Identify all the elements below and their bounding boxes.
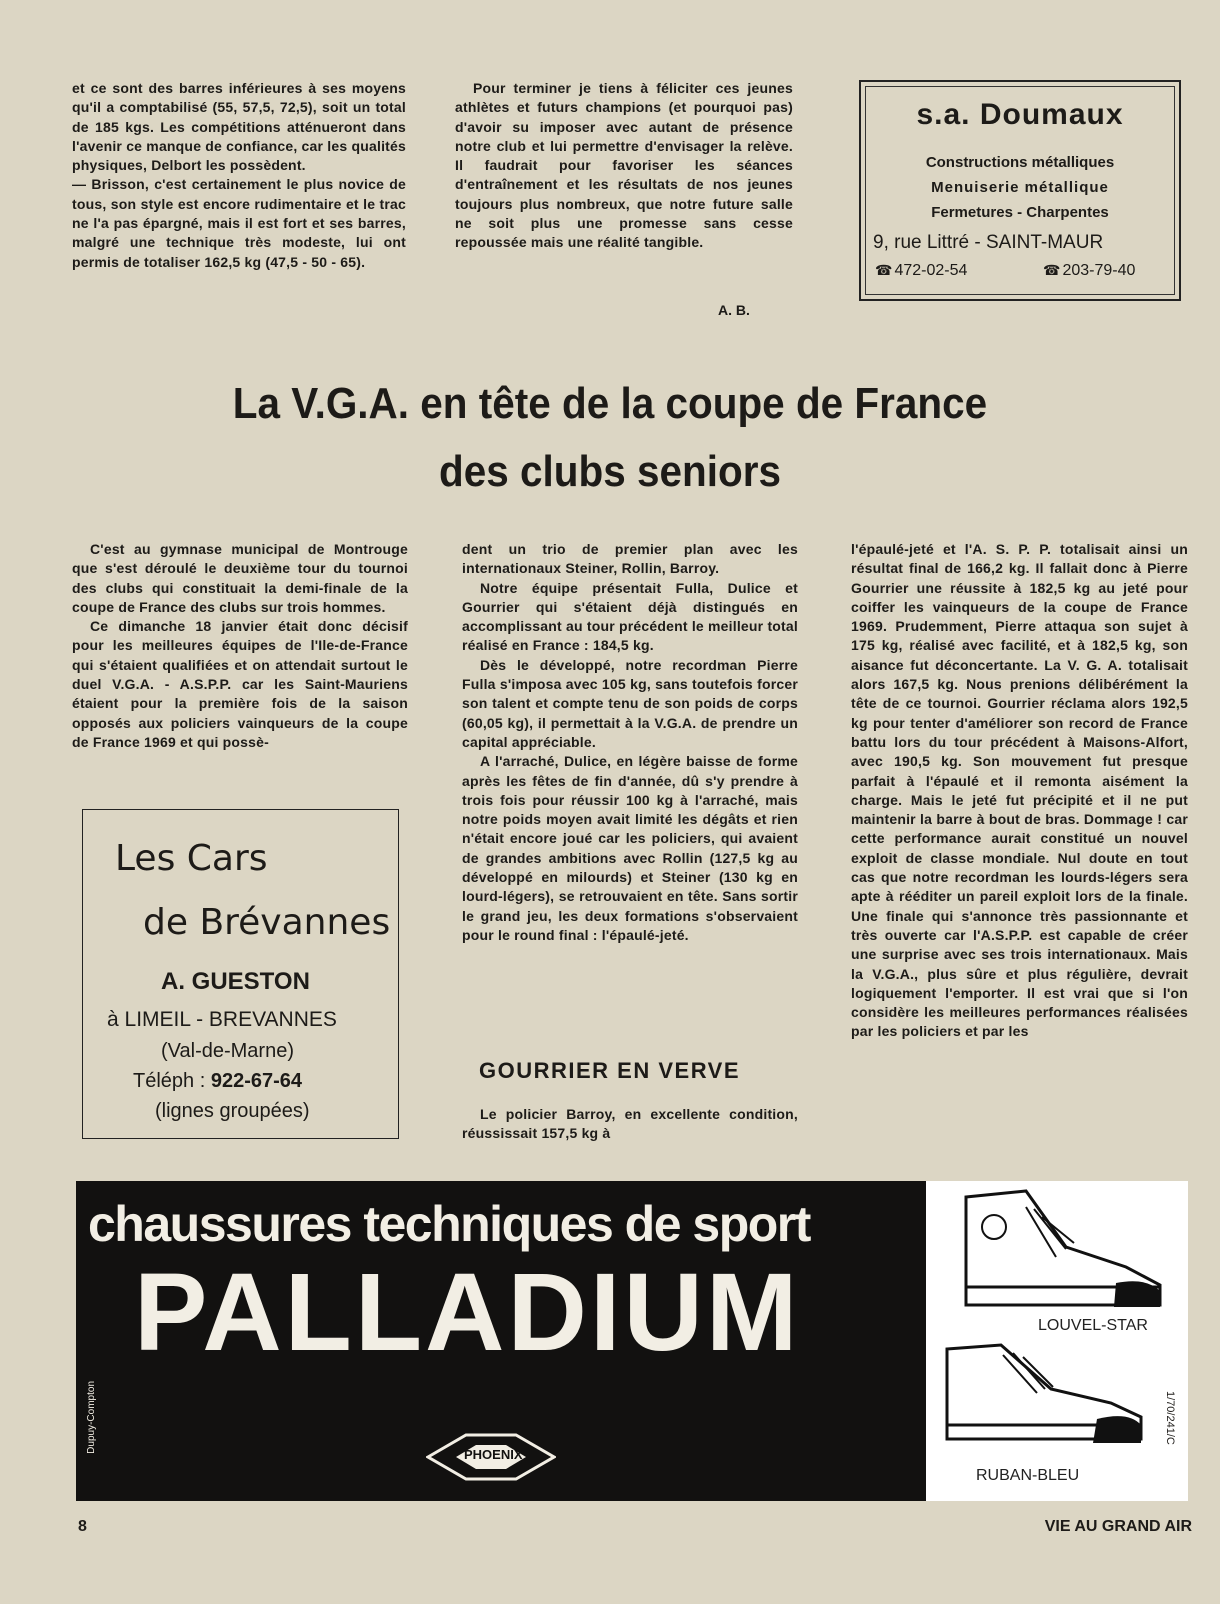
article-col2-paragraph-2: Notre équipe présentait Fulla, Dulice et Gourrier qui s'étaient déjà distingués en accomplissant au tour précédent le meilleur total réalisé en France : 184,5 kg. bbox=[462, 579, 798, 654]
top-column-2-text: Pour terminer je tiens à féliciter ces jeunes athlètes et futurs champions (et pourquoi pas) d'avoir su imposer avec autant de présence notre club et lui permettre d'envisager la relève. Il faudrait pour favoriser les séances d'entraînement et les résultats de nos jeunes toujours plus nombreux, que notre future salle ne soit plus une promesse sans cesse repoussée mais une réalité tangible. bbox=[455, 80, 793, 251]
ad-palladium-shoe-2-label: RUBAN-BLEU bbox=[976, 1467, 1080, 1484]
ad-palladium-printer: Dupuy-Compton bbox=[86, 1381, 97, 1454]
ad-doumaux-phone-1-number: 472-02-54 bbox=[894, 262, 968, 279]
telephone-icon: ☎ bbox=[1043, 262, 1061, 278]
magazine-name: VIE AU GRAND AIR bbox=[1044, 1518, 1192, 1535]
ad-cars-tel-label: Téléph : bbox=[133, 1070, 206, 1092]
article-col3-text: l'épaulé-jeté et l'A. S. P. P. totalisait ainsi un résultat final de 166,2 kg. Il fallait donc à Pierre Gourrier une réussite à 182,5 kg au jeté pour coiffer les vainqueurs de la coupe de France 1969. Prudemment, Pierre attaqua son sujet à 175 kg, réalisé avec facilité, et à 182,5 kg, son aisance fut déconcertante. La V. G. A. totalisait alors 167,5 kg. Nous prenions délibérément la tête de ce tournoi. Gourrier réclama alors 192,5 kg pour tenter d'améliorer son record de France battu lors du tour précédent à Maisons-Alfort, avec 190,5 kg. Son mouvement fut presque parfait à l'épaulé et il remonta aisément la charge. Mais le jeté fut précipité et il ne put maintenir la barre à bout de bras. Dommage ! car cette performance aurait constitué un nouvel exploit de classe mondiale. Nul doute en tout cas que notre recordman les lourds-légers sera apte à rééditer un pareil exploit lors de la finale. Une finale qui s'annonce très passionnante et très ouverte car l'A.S.P.P. est capable de créer une surprise avec ses trois internationaux. Mais la V.G.A., plus sûre et plus régulière, devrait logiquement l'emporter. Il est vrai que si l'on considère les meilleures performances réalisées par les policiers et par les bbox=[851, 541, 1188, 1040]
article-column-2 bbox=[462, 540, 798, 945]
ad-doumaux bbox=[859, 80, 1181, 301]
ad-palladium-slogan: chaussures techniques de sport bbox=[88, 1196, 810, 1252]
ad-doumaux-address: 9, rue Littré - SAINT-MAUR bbox=[873, 232, 1104, 253]
ad-doumaux-name: s.a. Doumaux bbox=[916, 98, 1124, 131]
article-column-3 bbox=[851, 540, 1188, 1042]
ad-palladium-brand: PALLADIUM bbox=[134, 1251, 801, 1374]
article-col1-paragraph-1: C'est au gymnase municipal de Montrouge que s'est déroulé le deuxième tour du tournoi des clubs qui constituait la demi-finale de la coupe de France des clubs sur trois hommes. bbox=[72, 541, 408, 615]
ad-cars-line-1: Les Cars bbox=[115, 838, 268, 879]
article-column-2-end bbox=[462, 1105, 798, 1144]
ad-palladium-code: 1/70/241/C bbox=[1164, 1391, 1176, 1445]
article-column-1 bbox=[72, 540, 408, 752]
low-top-sneaker-icon bbox=[941, 1339, 1151, 1459]
ad-palladium bbox=[76, 1181, 1188, 1501]
ad-cars-town: à LIMEIL - BREVANNES bbox=[107, 1008, 337, 1031]
ad-cars-tel-number: 922-67-64 bbox=[210, 1070, 303, 1092]
ad-palladium-black-panel bbox=[76, 1181, 926, 1501]
top-column-1 bbox=[72, 79, 406, 272]
ad-cars-dept: (Val-de-Marne) bbox=[161, 1040, 294, 1062]
author-signature: A. B. bbox=[718, 302, 750, 318]
ad-doumaux-line-3: Fermetures - Charpentes bbox=[931, 204, 1109, 221]
ad-doumaux-line-2: Menuiserie métallique bbox=[931, 179, 1109, 196]
ad-cars-lines: (lignes groupées) bbox=[155, 1100, 310, 1122]
ad-doumaux-phone-2-number: 203-79-40 bbox=[1062, 262, 1136, 279]
ad-cars-brevannes bbox=[82, 809, 399, 1139]
ad-doumaux-line-1: Constructions métalliques bbox=[925, 154, 1115, 171]
high-top-sneaker-icon bbox=[946, 1187, 1176, 1317]
top-column-1-text: et ce sont des barres inférieures à ses moyens qu'il a comptabilisé (55, 57,5, 72,5), soit un total de 185 kgs. Les compétitions atténueront dans l'avenir ce manque de confiance, car les qualités physiques, Delbort les possèdent. — Brisson, c'est certainement le plus novice de tous, son style est encore rudimentaire et le trac ne l'a pas épargné, mais il est fort et ses barres, malgré une technique très modeste, lui ont permis de totaliser 162,5 kg (47,5 - 50 - 65). bbox=[72, 80, 406, 270]
ad-cars-line-2: de Brévannes bbox=[143, 902, 391, 943]
article-col2-paragraph-1: dent un trio de premier plan avec les internationaux Steiner, Rollin, Barroy. bbox=[462, 541, 798, 577]
ad-cars-tel bbox=[133, 1070, 302, 1093]
article-col2-paragraph-5: Le policier Barroy, en excellente condition, réussissait 157,5 kg à bbox=[462, 1106, 798, 1142]
ad-palladium-badge-text: PHOENIX bbox=[464, 1447, 523, 1462]
ad-palladium-shoe-1-label: LOUVEL-STAR bbox=[1038, 1317, 1148, 1334]
ad-doumaux-phone-1 bbox=[875, 262, 967, 280]
top-column-2 bbox=[455, 79, 793, 253]
headline-line-2: des clubs seniors bbox=[439, 447, 781, 496]
article-subhead: GOURRIER EN VERVE bbox=[479, 1058, 741, 1083]
ad-doumaux-phone-2 bbox=[1043, 262, 1135, 280]
headline-line-1: La V.G.A. en tête de la coupe de France bbox=[232, 379, 988, 428]
article-col2-paragraph-4: A l'arraché, Dulice, en légère baisse de forme après les fêtes de fin d'année, dû s'y prendre à trois fois pour réussir 100 kg à l'arraché, mais notre poids moyen avait limité les dégâts et rien n'était encore joué car les policiers, qui avaient de grandes ambitions avec Rollin (127,5 kg au développé en milourds) et Steiner (130 kg en lourd-légers), se retrouvaient en tête. Sans sortir le grand jeu, les deux formations s'observaient pour le round final : l'épaulé-jeté. bbox=[462, 753, 798, 943]
article-col2-paragraph-3: Dès le développé, notre recordman Pierre Fulla s'imposa avec 105 kg, sans toutefois forcer son talent et compte tenu de son poids de corps (60,05 kg), il permettait à la V.G.A. de prendre un capital appréciable. bbox=[462, 656, 798, 750]
article-col1-paragraph-2: Ce dimanche 18 janvier était donc décisif pour les meilleures équipes de l'Ile-de-France qui s'étaient qualifiées et on attendait surtout le duel V.G.A. - A.S.P.P. car les Saint-Mauriens étaient pour la première fois de la saison opposés aux policiers vainqueurs de la coupe de France 1969 et qui possè- bbox=[72, 618, 408, 750]
ad-cars-owner: A. GUESTON bbox=[161, 968, 310, 995]
page-number: 8 bbox=[78, 1518, 87, 1535]
telephone-icon: ☎ bbox=[875, 262, 893, 278]
